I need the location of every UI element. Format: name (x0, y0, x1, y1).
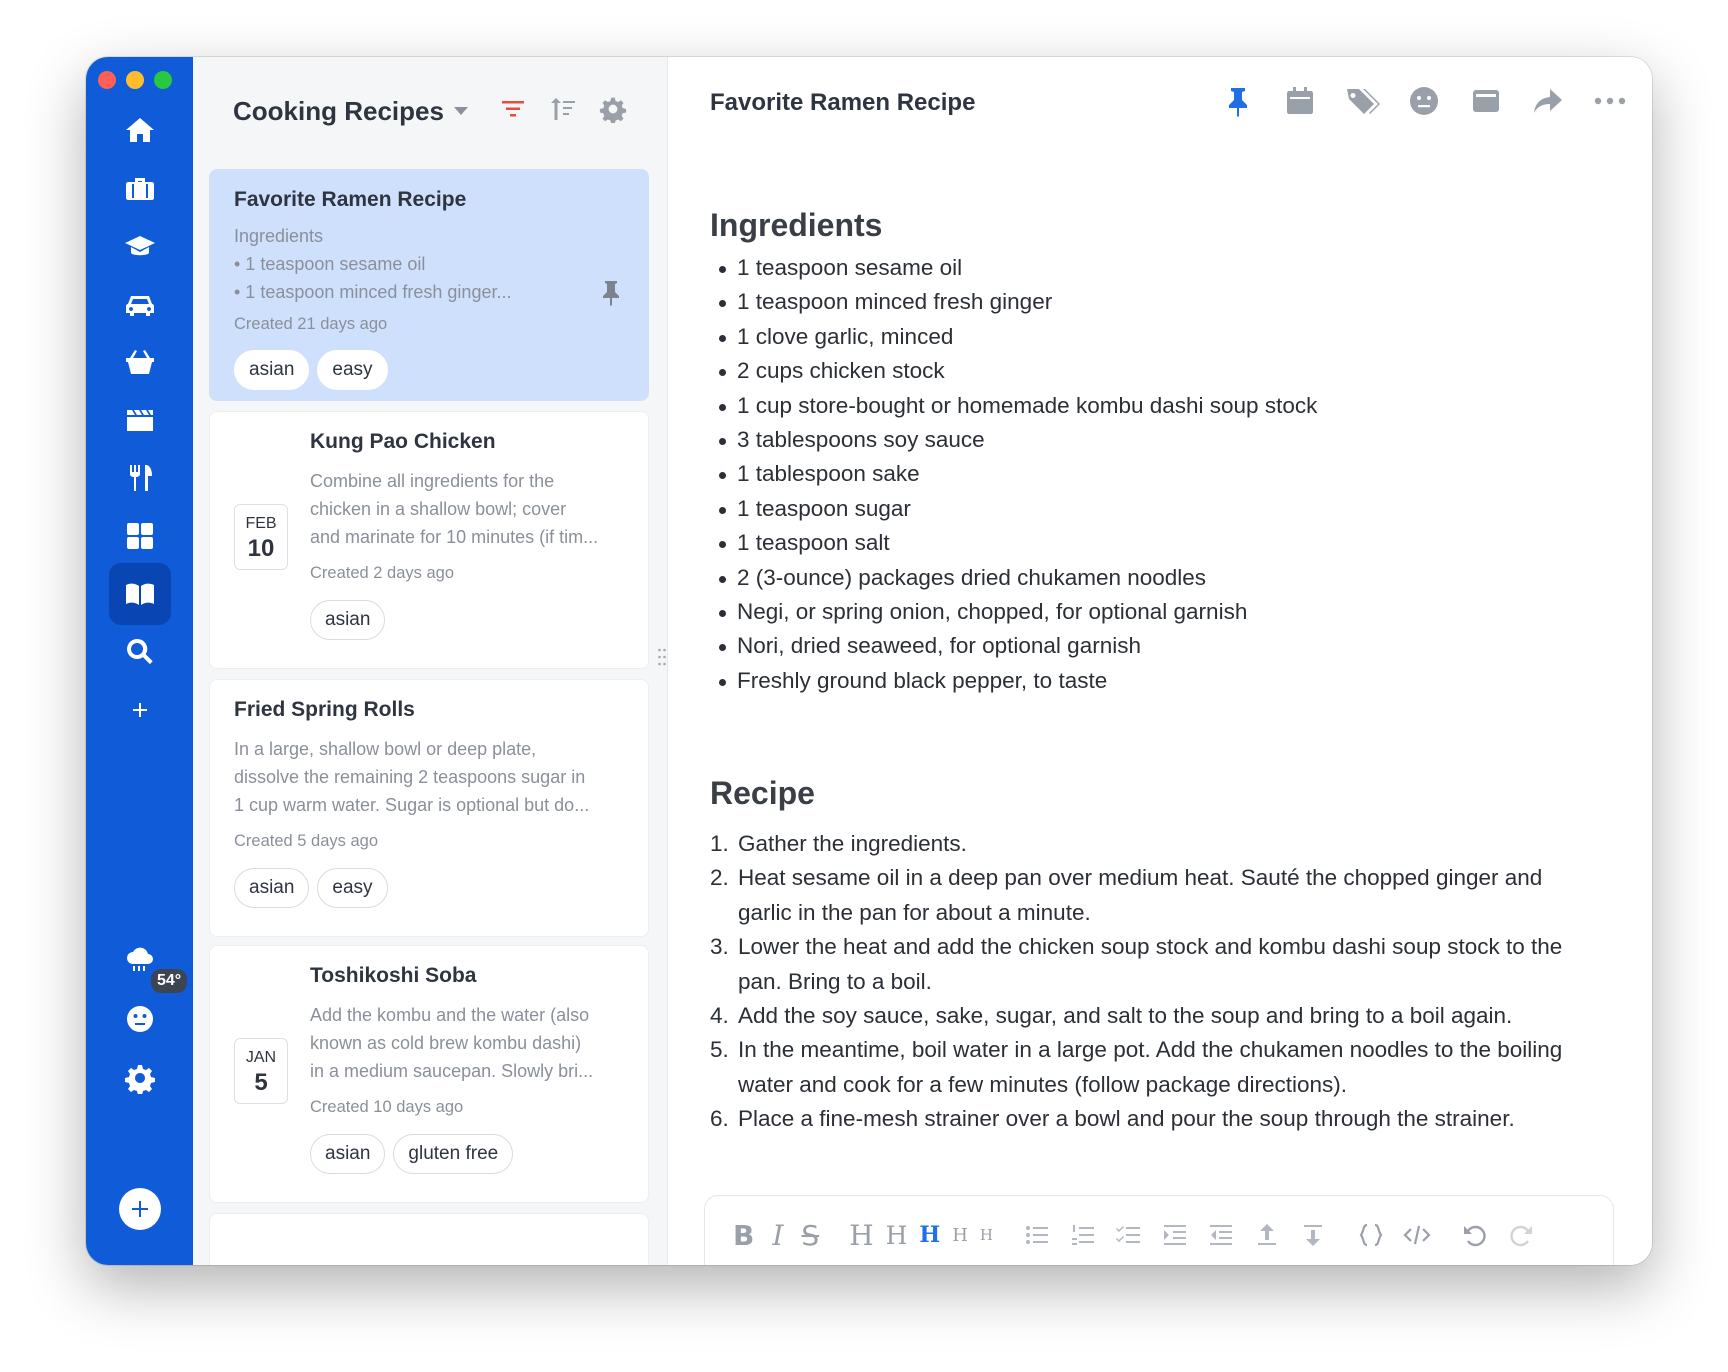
book-open-icon (124, 578, 156, 610)
heading-1-button[interactable]: H (849, 1218, 874, 1252)
add-new-button[interactable] (119, 1188, 161, 1230)
step-number: 2. (710, 865, 729, 891)
note-date (234, 1038, 288, 1104)
step-text: Heat sesame oil in a deep pan over medium heat. Sauté the chopped ginger and garlic in the pan for about a minute. (738, 865, 1543, 925)
step-text: In the meantime, boil water in a large pot. Add the chukamen noodles to the boiling water and cook for a few minutes (follow package directions). (738, 1037, 1563, 1097)
undo-icon (1461, 1221, 1489, 1249)
note-card[interactable] (209, 679, 649, 937)
briefcase-icon (124, 172, 156, 204)
outdent-icon (1207, 1221, 1235, 1249)
inline-code-icon (1403, 1221, 1431, 1249)
step-text: Add the soy sauce, sake, sugar, and salt to the soup and bring to a boil again. (738, 1003, 1513, 1029)
ingredient-item: 1 cup store-bought or homemade kombu dashi soup stock (710, 389, 1317, 423)
recipe-heading: Recipe (710, 775, 815, 811)
note-date (234, 504, 288, 570)
indent-button[interactable] (1161, 1221, 1189, 1249)
rail-item-mood[interactable] (109, 988, 171, 1050)
rail-item-briefcase[interactable] (109, 157, 171, 219)
code-block-button[interactable] (1357, 1221, 1385, 1249)
more-icon[interactable] (1592, 83, 1628, 119)
add-circle-icon (127, 1196, 153, 1222)
ingredient-item: 1 teaspoon sesame oil (710, 251, 1317, 285)
move-up-icon (1253, 1221, 1281, 1249)
recipe-step (710, 999, 1590, 1033)
recipe-step (710, 861, 1590, 930)
note-created: Created 10 days ago (310, 1098, 464, 1116)
note-excerpt: In a large, shallow bowl or deep plate, dissolve the remaining 2 teaspoons sugar in 1 cup warm water. Sugar is optional but do... (234, 739, 590, 815)
step-number: 1. (710, 831, 729, 856)
move-up-button[interactable] (1253, 1221, 1281, 1249)
search-icon (124, 636, 156, 668)
tag-chip[interactable]: easy (317, 350, 387, 390)
note-created: Created 21 days ago (234, 315, 388, 333)
tag-chip[interactable]: asian (310, 600, 385, 640)
close-window-button[interactable] (98, 71, 116, 89)
numbered-list-icon (1069, 1221, 1097, 1249)
note-title: Favorite Ramen Recipe (234, 188, 467, 211)
note-excerpt: Add the kombu and the water (also known as cold brew kombu dashi) in a medium saucepan. Slowly bri... (310, 1005, 594, 1081)
outdent-button[interactable] (1207, 1221, 1235, 1249)
italic-button[interactable]: I (772, 1218, 784, 1252)
ingredient-item: 2 cups chicken stock (710, 354, 1317, 388)
step-number: 6. (710, 1106, 729, 1132)
bulleted-list-icon (1023, 1221, 1051, 1249)
utensils-icon (124, 462, 156, 494)
formatting-toolbar (704, 1195, 1614, 1265)
rail-item-education[interactable] (109, 215, 171, 277)
editor-toolbar (1220, 83, 1628, 119)
inline-code-button[interactable] (1403, 1221, 1431, 1249)
bold-button[interactable]: B (733, 1218, 755, 1252)
ingredient-item: 1 teaspoon sugar (710, 492, 1317, 526)
move-down-button[interactable] (1299, 1221, 1327, 1249)
tag-chip[interactable]: asian (234, 350, 309, 390)
ingredient-item: Negi, or spring onion, chopped, for optional garnish (710, 595, 1317, 629)
notebook-title[interactable]: Cooking Recipes (233, 95, 444, 126)
ingredient-item: 1 teaspoon minced fresh ginger (710, 285, 1317, 319)
clapperboard-icon (124, 404, 156, 436)
note-tags (310, 1134, 513, 1174)
heading-3-button[interactable]: H (919, 1222, 941, 1248)
pin-icon[interactable] (1220, 83, 1256, 119)
numbered-list-button[interactable] (1069, 1221, 1097, 1249)
chevron-down-icon[interactable] (454, 107, 468, 115)
redo-icon (1507, 1221, 1535, 1249)
rail-item-shopping[interactable] (109, 331, 171, 393)
note-title: Kung Pao Chicken (310, 430, 496, 453)
graduation-cap-icon (124, 230, 156, 262)
resize-handle[interactable] (657, 647, 667, 667)
recipe-step (710, 1033, 1590, 1102)
strikethrough-button[interactable]: S (801, 1218, 820, 1252)
basket-icon (124, 346, 156, 378)
list-header (233, 87, 637, 135)
car-icon (124, 288, 156, 320)
note-tags (234, 350, 388, 390)
sidebar-rail (86, 57, 193, 1265)
note-card[interactable] (209, 411, 649, 669)
date-day: 10 (247, 535, 275, 562)
tags-icon[interactable] (1344, 83, 1380, 119)
gear-icon[interactable] (599, 95, 627, 123)
window-controls (98, 71, 172, 89)
step-number: 5. (710, 1037, 729, 1063)
tag-chip[interactable]: gluten free (393, 1134, 513, 1174)
note-excerpt: Ingredients • 1 teaspoon sesame oil • 1 teaspoon minced fresh ginger... (234, 226, 512, 302)
checklist-icon (1115, 1221, 1143, 1249)
heading-5-button[interactable]: H (979, 1226, 994, 1244)
app-window (86, 57, 1652, 1265)
step-text: Gather the ingredients. (738, 831, 967, 856)
tag-chip[interactable]: easy (317, 868, 387, 908)
rail-item-settings[interactable] (109, 1047, 171, 1109)
note-title: Fried Spring Rolls (234, 698, 415, 721)
calendar-icon[interactable] (1282, 83, 1318, 119)
tag-chip[interactable]: asian (234, 868, 309, 908)
share-icon[interactable] (1530, 83, 1566, 119)
note-tags (234, 868, 388, 908)
home-icon (124, 114, 156, 146)
recipe-steps (710, 827, 1590, 1137)
face-icon (124, 1003, 156, 1035)
heading-2-button[interactable]: H (885, 1220, 908, 1250)
code-block-icon (1357, 1221, 1385, 1249)
rail-item-add[interactable] (109, 679, 171, 741)
step-text: Place a fine-mesh strainer over a bowl and pour the soup through the strainer. (738, 1106, 1515, 1132)
tag-chip[interactable]: asian (310, 1134, 385, 1174)
ingredient-item: Freshly ground black pepper, to taste (710, 664, 1317, 698)
rail-item-search[interactable] (109, 621, 171, 683)
rail-item-food[interactable] (109, 447, 171, 509)
note-card-selected[interactable] (209, 169, 649, 401)
recipe-step (710, 930, 1590, 999)
note-editor (668, 57, 1652, 1265)
ingredient-item: 3 tablespoons soy sauce (710, 423, 1317, 457)
rail-item-car[interactable] (109, 273, 171, 335)
note-card[interactable] (209, 945, 649, 1203)
date-day: 5 (254, 1069, 268, 1096)
indent-icon (1161, 1221, 1189, 1249)
move-down-icon (1299, 1221, 1327, 1249)
step-number: 4. (710, 1003, 729, 1029)
face-icon[interactable] (1406, 83, 1442, 119)
undo-button[interactable] (1461, 1221, 1489, 1249)
plus-icon (124, 694, 156, 726)
note-title: Toshikoshi Soba (310, 964, 477, 987)
redo-button[interactable] (1507, 1221, 1535, 1249)
card-icon[interactable] (1468, 83, 1504, 119)
note-excerpt: Combine all ingredients for the chicken in a shallow bowl; cover and marinate for 10 minutes (if tim... (310, 471, 599, 547)
recipe-step (710, 1102, 1590, 1136)
pin-icon (600, 280, 622, 306)
note-card[interactable] (209, 1213, 649, 1265)
gear-icon (124, 1062, 156, 1094)
ingredient-item: 1 clove garlic, minced (710, 320, 1317, 354)
grid-icon (124, 520, 156, 552)
step-text: Lower the heat and add the chicken soup stock and kombu dashi soup stock to the pan. Bring to a boil. (738, 934, 1563, 994)
filter-icon[interactable] (499, 95, 527, 123)
weather-temperature: 54° (151, 969, 187, 993)
bulleted-list-button[interactable] (1023, 1221, 1051, 1249)
ingredients-list (710, 251, 1317, 698)
rail-item-movies[interactable] (109, 389, 171, 451)
date-month: JAN (245, 1049, 277, 1066)
rail-item-recipes[interactable] (109, 563, 171, 625)
heading-4-button[interactable]: H (952, 1224, 968, 1246)
step-number: 3. (710, 934, 729, 960)
ingredient-item: 1 tablespoon sake (710, 457, 1317, 491)
weather-icon (124, 942, 156, 974)
ingredient-item: Nori, dried seaweed, for optional garnish (710, 629, 1317, 663)
recipe-step (710, 827, 1590, 861)
rail-item-home[interactable] (109, 99, 171, 161)
list-toolbar (499, 95, 627, 123)
minimize-window-button[interactable] (126, 71, 144, 89)
ingredient-item: 1 teaspoon salt (710, 526, 1317, 560)
editor-note-title[interactable]: Favorite Ramen Recipe (710, 89, 976, 116)
checklist-button[interactable] (1115, 1221, 1143, 1249)
note-tags (310, 600, 385, 640)
ingredient-item: 2 (3-ounce) packages dried chukamen noodles (710, 561, 1317, 595)
zoom-window-button[interactable] (154, 71, 172, 89)
rail-item-dashboard[interactable] (109, 505, 171, 567)
note-created: Created 2 days ago (310, 564, 455, 582)
date-month: FEB (245, 515, 277, 532)
note-list-panel (193, 57, 668, 1265)
note-created: Created 5 days ago (234, 832, 379, 850)
ingredients-heading: Ingredients (710, 207, 883, 243)
sort-icon[interactable] (549, 95, 577, 123)
